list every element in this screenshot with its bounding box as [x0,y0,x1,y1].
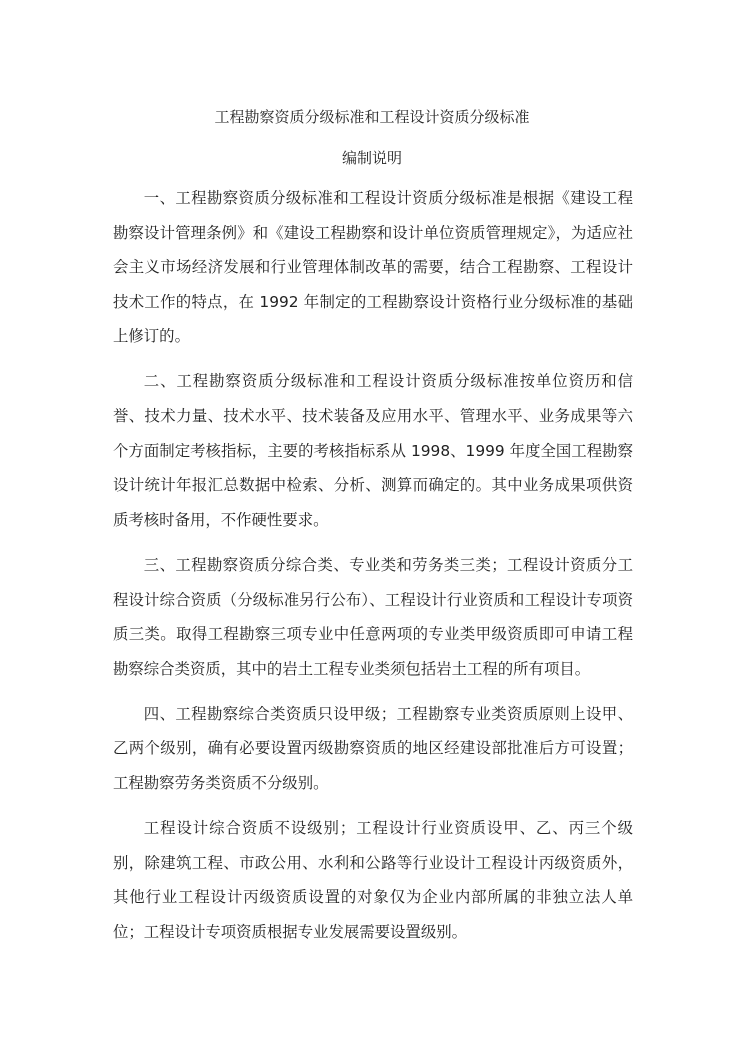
paragraph-1: 一、工程勘察资质分级标准和工程设计资质分级标准是根据《建设工程勘察设计管理条例》和《建设工程勘察和设计单位资质管理规定》，为适应社会主义市场经济发展和行业管理体制改革的需要，结合工程勘察、工程设计技术工作的特点，在 1992 年制定的工程勘察设计资格行业分级标准的基础上修订的。 [113,189,633,346]
paragraph-3: 三、工程勘察资质分综合类、专业类和劳务类三类；工程设计资质分工程设计综合资质（分级标准另行公布）、工程设计行业资质和工程设计专项资质三类。取得工程勘察三项专业中任意两项的专业类甲级资质即可申请工程勘察综合类资质，其中的岩土工程专业类须包括岩土工程的所有项目。 [113,555,633,678]
document-title: 工程勘察资质分级标准和工程设计资质分级标准 [214,108,530,126]
document-subtitle: 编制说明 [341,149,402,167]
paragraph-4: 四、工程勘察综合类资质只设甲级；工程勘察专业类资质原则上设甲、乙两个级别，确有必要设置丙级勘察资质的地区经建设部批准后方可设置；工程勘察劳务类资质不分级别。 [113,704,633,792]
document-body [113,181,633,960]
paragraph-2: 二、工程勘察资质分级标准和工程设计资质分级标准按单位资历和信誉、技术力量、技术水平、技术装备及应用水平、管理水平、业务成果等六个方面制定考核指标，主要的考核指标系从 1998、1999 年度全国工程勘察设计统计年报汇总数据中检索、分析、测算而确定的。其中业务成果项供资质考核时备用，不作硬性要求。 [113,372,633,529]
paragraph-5: 工程设计综合资质不设级别；工程设计行业资质设甲、乙、丙三个级别，除建筑工程、市政公用、水利和公路等行业设计工程设计丙级资质外，其他行业工程设计丙级资质设置的对象仅为企业内部所属的非独立法人单位；工程设计专项资质根据专业发展需要设置级别。 [113,819,633,941]
